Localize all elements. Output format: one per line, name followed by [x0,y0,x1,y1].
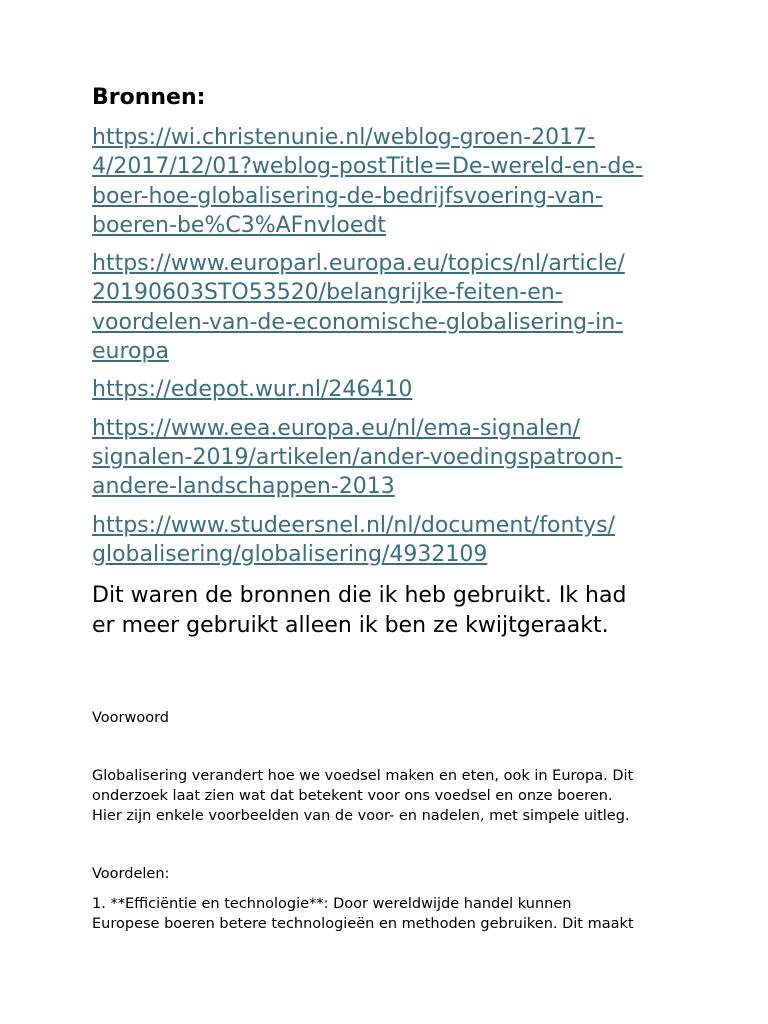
link-line: voordelen-van-de-economische-globalisering-in- [92,309,624,335]
source-link-eea[interactable] [92,414,692,502]
link-line: 4/2017/12/01?weblog-postTitle=De-wereld-en-de- [92,154,643,180]
source-link-wur[interactable] [92,375,692,404]
link-line: andere-landschappen-2013 [92,474,395,500]
paragraph-line: Hier zijn enkele voorbeelden van de voor- en nadelen, met simpele uitleg. [92,808,630,824]
paragraph-line: er meer gebruikt alleen ik ben ze kwijtgeraakt. [92,612,609,638]
link-line: boer-hoe-globalisering-de-bedrijfsvoering-van- [92,183,603,209]
paragraph-line: Europese boeren betere technologieën en methoden gebruiken. Dit maakt [92,916,634,932]
link-line: https://edepot.wur.nl/246410 [92,377,413,403]
link-line: signalen-2019/artikelen/ander-voedingspatroon- [92,444,623,470]
paragraph-line: onderzoek laat zien wat dat betekent voor ons voedsel en onze boeren. [92,788,613,804]
link-line: 20190603STO53520/belangrijke-feiten-en- [92,280,563,306]
source-link-christenunie[interactable] [92,123,692,240]
link-line: https://www.eea.europa.eu/nl/ema-signalen/ [92,415,581,441]
source-link-europarl[interactable] [92,249,692,366]
link-line: https://wi.christenunie.nl/weblog-groen-2017- [92,125,596,150]
source-link-studeersnel[interactable] [92,511,692,570]
sources-closing-paragraph [92,581,626,640]
sources-heading: Bronnen: [92,85,206,110]
link-line: globalisering/globalisering/4932109 [92,541,488,567]
sources-list [92,123,692,578]
preface-title: Voorwoord [92,710,170,726]
advantages-title: Voordelen: [92,866,170,882]
paragraph-line: 1. **Efficiëntie en technologie**: Door wereldwijde handel kunnen [92,896,572,912]
paragraph-line: Dit waren de bronnen die ik heb gebruikt. Ik had [92,583,627,608]
paragraph-line: Globalisering verandert hoe we voedsel maken en eten, ook in Europa. Dit [92,768,634,784]
intro-paragraph [92,766,633,826]
link-line: boeren-be%C3%AFnvloedt [92,212,386,238]
link-line: https://www.europarl.europa.eu/topics/nl/article/ [92,251,625,277]
link-line: europa [92,339,169,365]
advantage-item-1 [92,894,634,934]
link-line: https://www.studeersnel.nl/nl/document/fontys/ [92,512,615,538]
